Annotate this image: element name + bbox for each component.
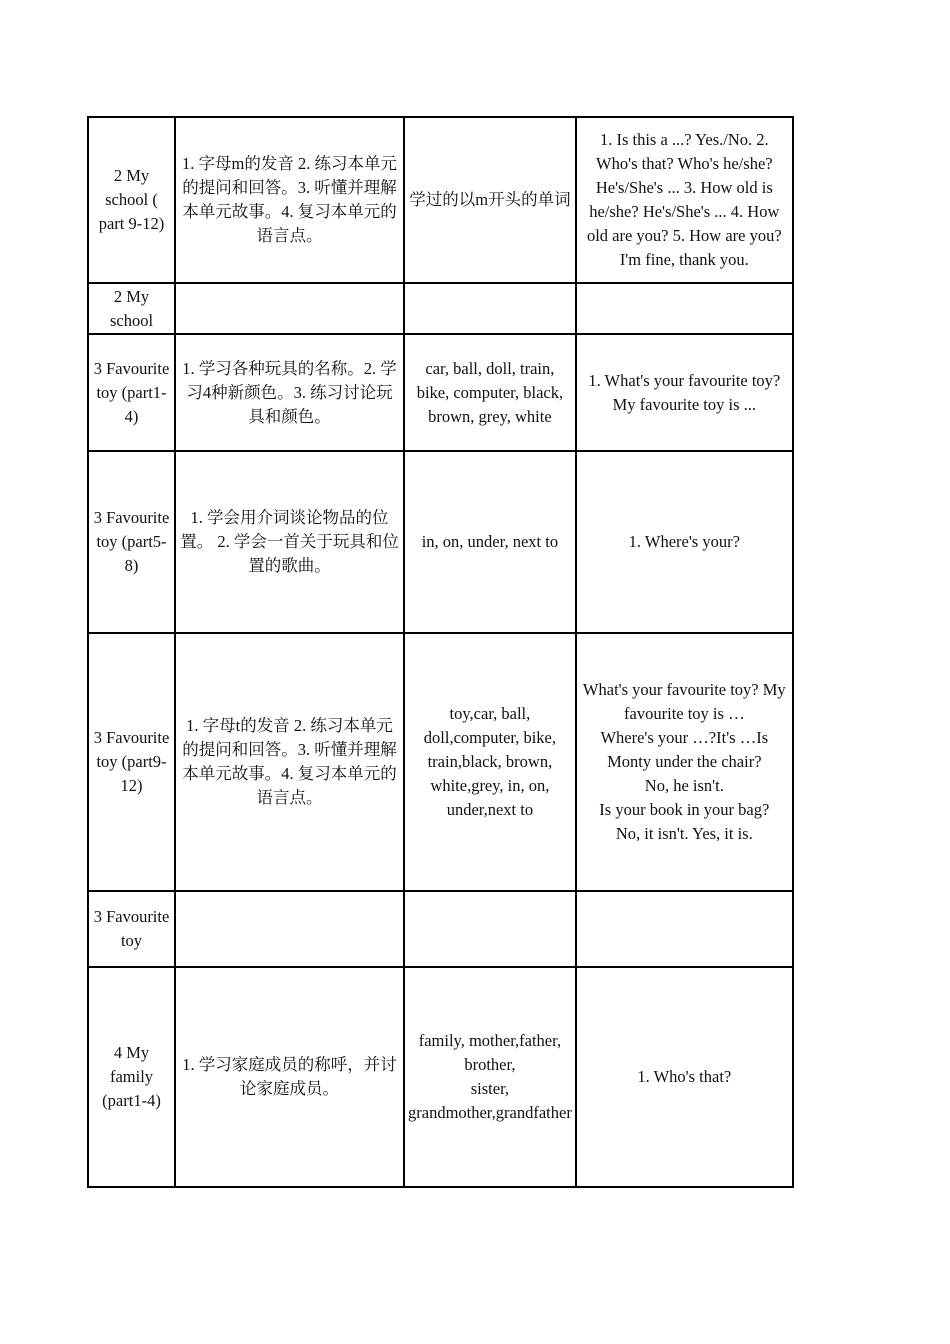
unit-text: 2 My school ( part 9-12)	[98, 166, 165, 233]
goal-text: 1. 字母m的发音 2. 练习本单元的提问和回答。3. 听懂并理解本单元故事。4. 复习本单元的语言点。	[182, 154, 397, 245]
goal-cell	[175, 334, 404, 451]
unit-cell	[88, 117, 175, 283]
table-row	[88, 451, 793, 633]
phrases-text: 1. Who's that?	[637, 1067, 732, 1086]
goal-cell	[175, 967, 404, 1187]
phrases-cell	[576, 633, 793, 891]
unit-text: 3 Favourite toy (part1-4)	[93, 358, 170, 426]
goal-cell	[175, 633, 404, 891]
goal-text: 1. 学习各种玩具的名称。2. 学习4种新颜色。3. 练习讨论玩具和颜色。	[182, 358, 397, 426]
vocabulary-text: toy,car, ball, doll,computer, bike, train,black, brown, white,grey, in, on, under,next to	[423, 704, 557, 819]
vocabulary-cell	[404, 334, 576, 451]
phrases-text: 1. Is this a ...? Yes./No. 2. Who's that? Who's he/she? He's/She's ... 3. How old is he/she? He's/She's ... 4. How old are you? 5. How are you? I'm fine, thank you.	[586, 130, 782, 269]
unit-text: 2 My school	[109, 286, 154, 330]
goal-text: 1. 学会用介词谈论物品的位置。 2. 学会一首关于玩具和位置的歌曲。	[180, 508, 399, 575]
goal-text: 1. 学习家庭成员的称呼，并讨论家庭成员。	[182, 1055, 397, 1098]
vocabulary-cell	[404, 117, 576, 283]
table-row	[88, 891, 793, 967]
vocabulary-text: car, ball, doll, train, bike, computer, black, brown, grey, white	[416, 358, 564, 426]
phrases-cell	[576, 451, 793, 633]
unit-text: 3 Favourite toy (part9-12)	[93, 728, 170, 795]
unit-text: 3 Favourite toy	[93, 907, 170, 950]
unit-cell	[88, 451, 175, 633]
goal-text: 1. 字母t的发音 2. 练习本单元的提问和回答。3. 听懂并理解本单元故事。4. 复习本单元的语言点。	[182, 716, 397, 807]
unit-cell	[88, 283, 175, 334]
unit-text: 3 Favourite toy (part5-8)	[93, 508, 170, 575]
vocabulary-cell	[404, 451, 576, 633]
goal-cell	[175, 283, 404, 334]
phrases-text: 1. Where's your?	[628, 532, 740, 551]
vocabulary-text: family, mother,father, brother, sister, grandmother,grandfather	[408, 1031, 572, 1122]
vocabulary-text: 学过的以m开头的单词	[409, 190, 571, 209]
unit-cell	[88, 967, 175, 1187]
phrases-text: What's your favourite toy? My favourite toy is … Where's your …?It's …Is Monty under the chair? No, he isn't. Is your book in your bag? No, it isn't. Yes, it is.	[582, 680, 786, 843]
unit-cell	[88, 633, 175, 891]
phrases-cell	[576, 891, 793, 967]
unit-cell	[88, 891, 175, 967]
goal-cell	[175, 891, 404, 967]
vocabulary-cell	[404, 967, 576, 1187]
goal-cell	[175, 451, 404, 633]
vocabulary-cell	[404, 891, 576, 967]
unit-text: 4 My family (part1-4)	[102, 1043, 161, 1110]
phrases-cell	[576, 334, 793, 451]
phrases-text: 1. What's your favourite toy? My favourite toy is ...	[588, 370, 781, 414]
table-row	[88, 117, 793, 283]
vocabulary-cell	[404, 283, 576, 334]
lesson-plan-table	[87, 116, 794, 1188]
table-row	[88, 334, 793, 451]
phrases-cell	[576, 967, 793, 1187]
phrases-cell	[576, 117, 793, 283]
goal-cell	[175, 117, 404, 283]
phrases-cell	[576, 283, 793, 334]
table-row	[88, 283, 793, 334]
vocabulary-cell	[404, 633, 576, 891]
table-row	[88, 633, 793, 891]
vocabulary-text: in, on, under, next to	[421, 532, 559, 551]
unit-cell	[88, 334, 175, 451]
table-row	[88, 967, 793, 1187]
